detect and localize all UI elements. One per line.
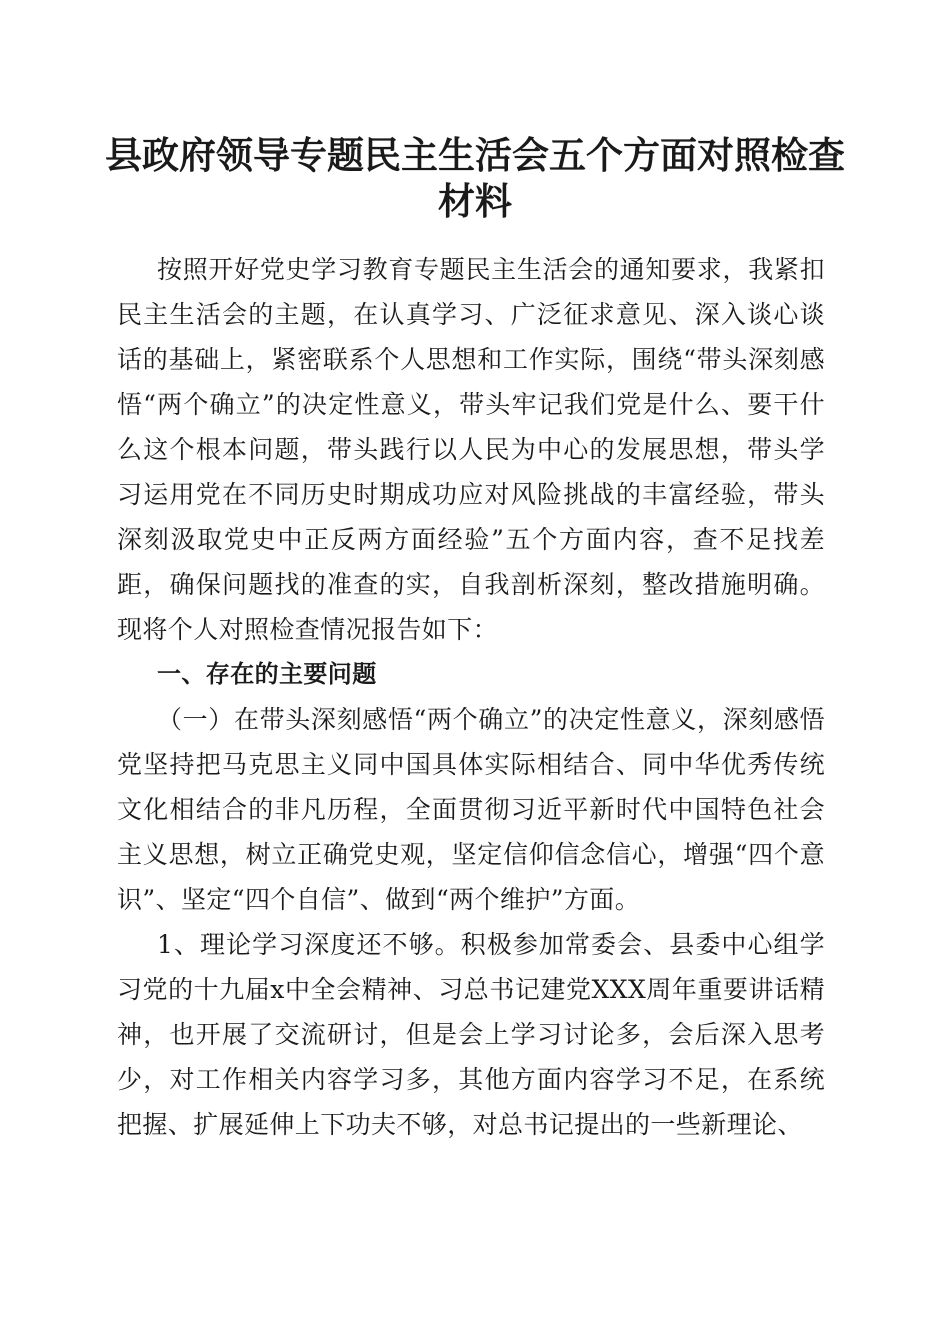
- title-line-2: 材料: [438, 179, 512, 223]
- intro-paragraph: 按照开好党史学习教育专题民主生活会的通知要求，我紧扣民主生活会的主题，在认真学习、广泛征求意见、深入谈心谈话的基础上，紧密联系个人思想和工作实际，围绕“带头深刻感悟“两个确立”的决定性意义，带头牢记我们党是什么、要干什么这个根本问题，带头践行以人民为中心的发展思想，带头学习运用党在不同历史时期成功应对风险挑战的丰富经验，带头深刻汲取党史中正反两方面经验”五个方面内容，查不足找差距，确保问题找的准查的实，自我剖析深刻，整改措施明确。现将个人对照检查情况报告如下：: [117, 255, 825, 644]
- item-paragraph-1: 1、理论学习深度还不够。积极参加常委会、县委中心组学习党的十九届x中全会精神、习总书记建党XXX周年重要讲话精神，也开展了交流研讨，但是会上学习讨论多，会后深入思考少，对工作相关内容学习多，其他方面内容学习不足，在系统把握、扩展延伸上下功夫不够，对总书记提出的一些新理论、: [117, 930, 825, 1139]
- title-line-1: 县政府领导专题民主生活会五个方面对照检查: [105, 133, 845, 177]
- section-heading-main-problems: 一、存在的主要问题: [157, 660, 377, 688]
- subsection-paragraph-1: （一）在带头深刻感悟“两个确立”的决定性意义，深刻感悟党坚持把马克思主义同中国具体实际相结合、同中华优秀传统文化相结合的非凡历程，全面贯彻习近平新时代中国特色社会主义思想，树立正确党史观，坚定信仰信念信心，增强“四个意识”、坚定“四个自信”、做到“两个维护”方面。: [117, 705, 825, 914]
- document-title: [100, 132, 850, 224]
- document-body: [117, 247, 825, 1147]
